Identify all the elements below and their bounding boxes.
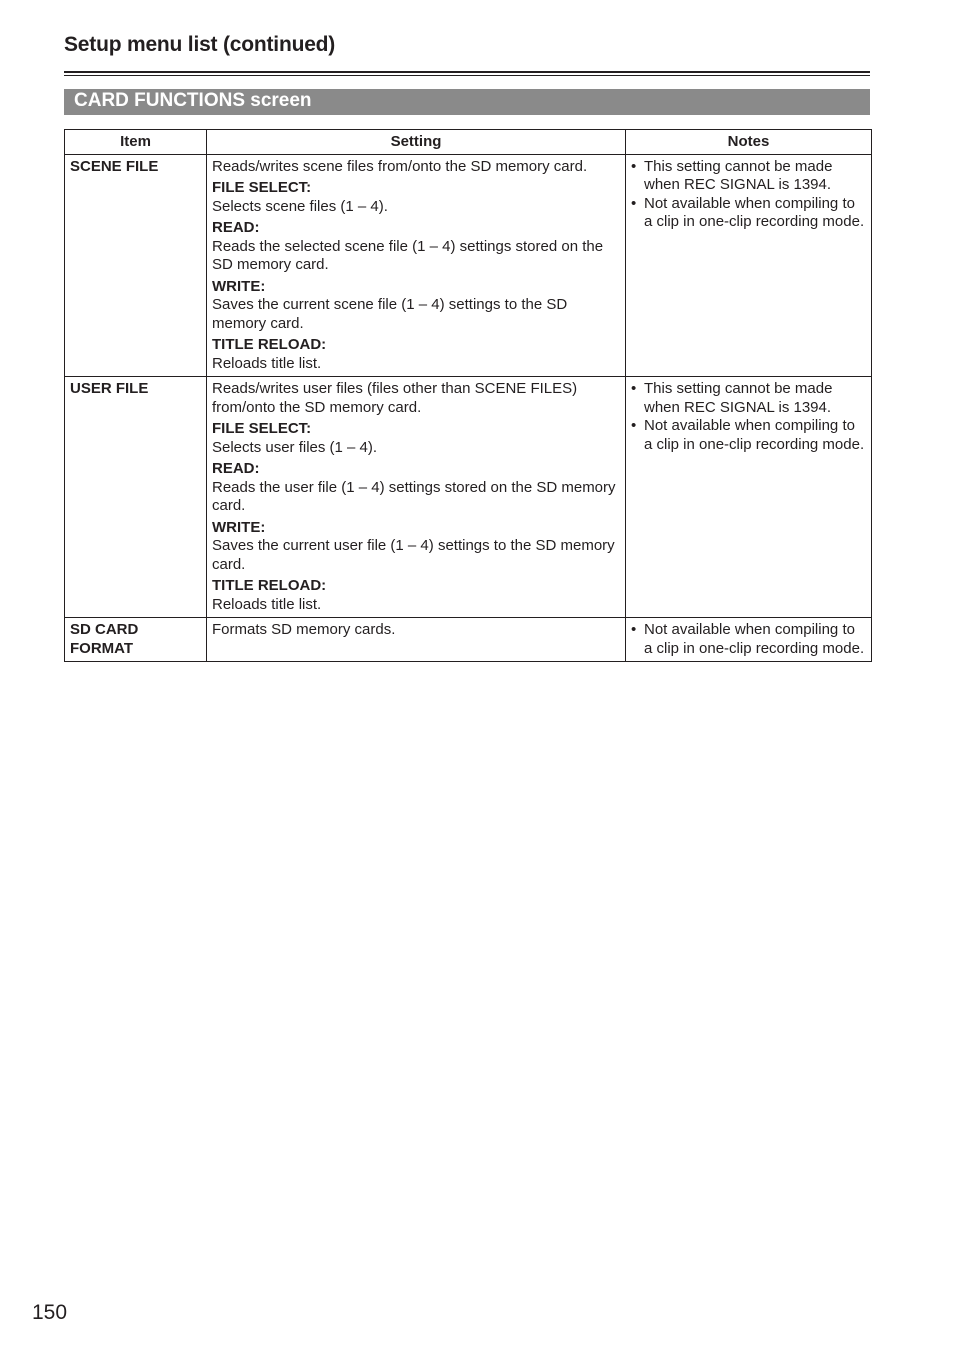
setting-description: Formats SD memory cards.: [212, 621, 396, 638]
note-text: Not available when compiling to a clip in one-clip recording mode.: [644, 621, 865, 657]
table-row: [65, 618, 872, 662]
item-name: SCENE FILE: [70, 157, 159, 175]
column-header-notes: Notes: [626, 130, 872, 155]
item-name: SD CARD FORMAT: [70, 621, 139, 657]
note-text: Not available when compiling to a clip in one-clip recording mode.: [644, 417, 865, 453]
sub-setting-text: Reads the user file (1 – 4) settings stored on the SD memory card.: [212, 478, 616, 514]
sub-setting-label: READ:: [212, 460, 260, 477]
bullet-icon: •: [631, 417, 637, 434]
item-cell: [65, 377, 207, 618]
bullet-icon: •: [631, 621, 637, 638]
notes-list: [631, 621, 866, 658]
page-title: Setup menu list (continued): [64, 33, 336, 56]
sub-setting-text: Selects scene files (1 – 4).: [212, 197, 388, 215]
item-cell: [65, 618, 207, 662]
notes-list: [631, 380, 866, 454]
item-cell: [65, 154, 207, 377]
bullet-icon: •: [631, 194, 637, 212]
card-functions-table: [64, 129, 872, 662]
column-header-item: Item: [65, 130, 207, 155]
sub-setting-label: TITLE RELOAD:: [212, 336, 327, 353]
section-header-bar: [64, 89, 870, 115]
sub-setting-text: Selects user files (1 – 4).: [212, 438, 378, 456]
notes-cell: [626, 154, 872, 377]
sub-setting-label: FILE SELECT:: [212, 420, 312, 437]
sub-setting-text: Reloads title list.: [212, 354, 322, 372]
sub-setting-label: TITLE RELOAD:: [212, 577, 327, 594]
notes-list: [631, 158, 866, 232]
setting-cell: [207, 154, 626, 377]
title-rule-thin: [64, 75, 870, 76]
setting-cell: [207, 377, 626, 618]
section-title: CARD FUNCTIONS screen: [74, 90, 312, 111]
note-item: [631, 380, 866, 417]
notes-cell: [626, 377, 872, 618]
sub-setting-text: Saves the current scene file (1 – 4) settings to the SD memory card.: [212, 296, 568, 332]
bullet-icon: •: [631, 380, 637, 397]
notes-cell: [626, 618, 872, 662]
sub-setting-label: READ:: [212, 219, 260, 236]
sub-setting-text: Saves the current user file (1 – 4) settings to the SD memory card.: [212, 537, 615, 573]
note-text: This setting cannot be made when REC SIGNAL is 1394.: [644, 157, 833, 193]
note-item: [631, 417, 866, 454]
setting-description: Reads/writes scene files from/onto the SD memory card.: [212, 157, 588, 175]
sub-setting-label: WRITE:: [212, 277, 266, 295]
sub-setting-text: Reloads title list.: [212, 595, 322, 613]
sub-setting-label: FILE SELECT:: [212, 179, 312, 196]
sub-setting-text: Reads the selected scene file (1 – 4) settings stored on the SD memory card.: [212, 237, 604, 273]
note-item: [631, 158, 866, 195]
note-text: This setting cannot be made when REC SIGNAL is 1394.: [644, 380, 833, 416]
note-item: [631, 195, 866, 232]
page-number: 150: [32, 1301, 68, 1324]
note-item: [631, 621, 866, 658]
table-row: [65, 154, 872, 377]
title-rule-thick: [64, 71, 870, 73]
table-row: [65, 377, 872, 618]
bullet-icon: •: [631, 157, 637, 175]
note-text: Not available when compiling to a clip in one-clip recording mode.: [644, 194, 865, 230]
setting-description: Reads/writes user files (files other than SCENE FILES) from/onto the SD memory card.: [212, 380, 578, 416]
column-header-setting: Setting: [207, 130, 626, 155]
setting-cell: [207, 618, 626, 662]
item-name: USER FILE: [70, 380, 149, 397]
sub-setting-label: WRITE:: [212, 518, 266, 536]
table-header-row: [65, 130, 872, 155]
